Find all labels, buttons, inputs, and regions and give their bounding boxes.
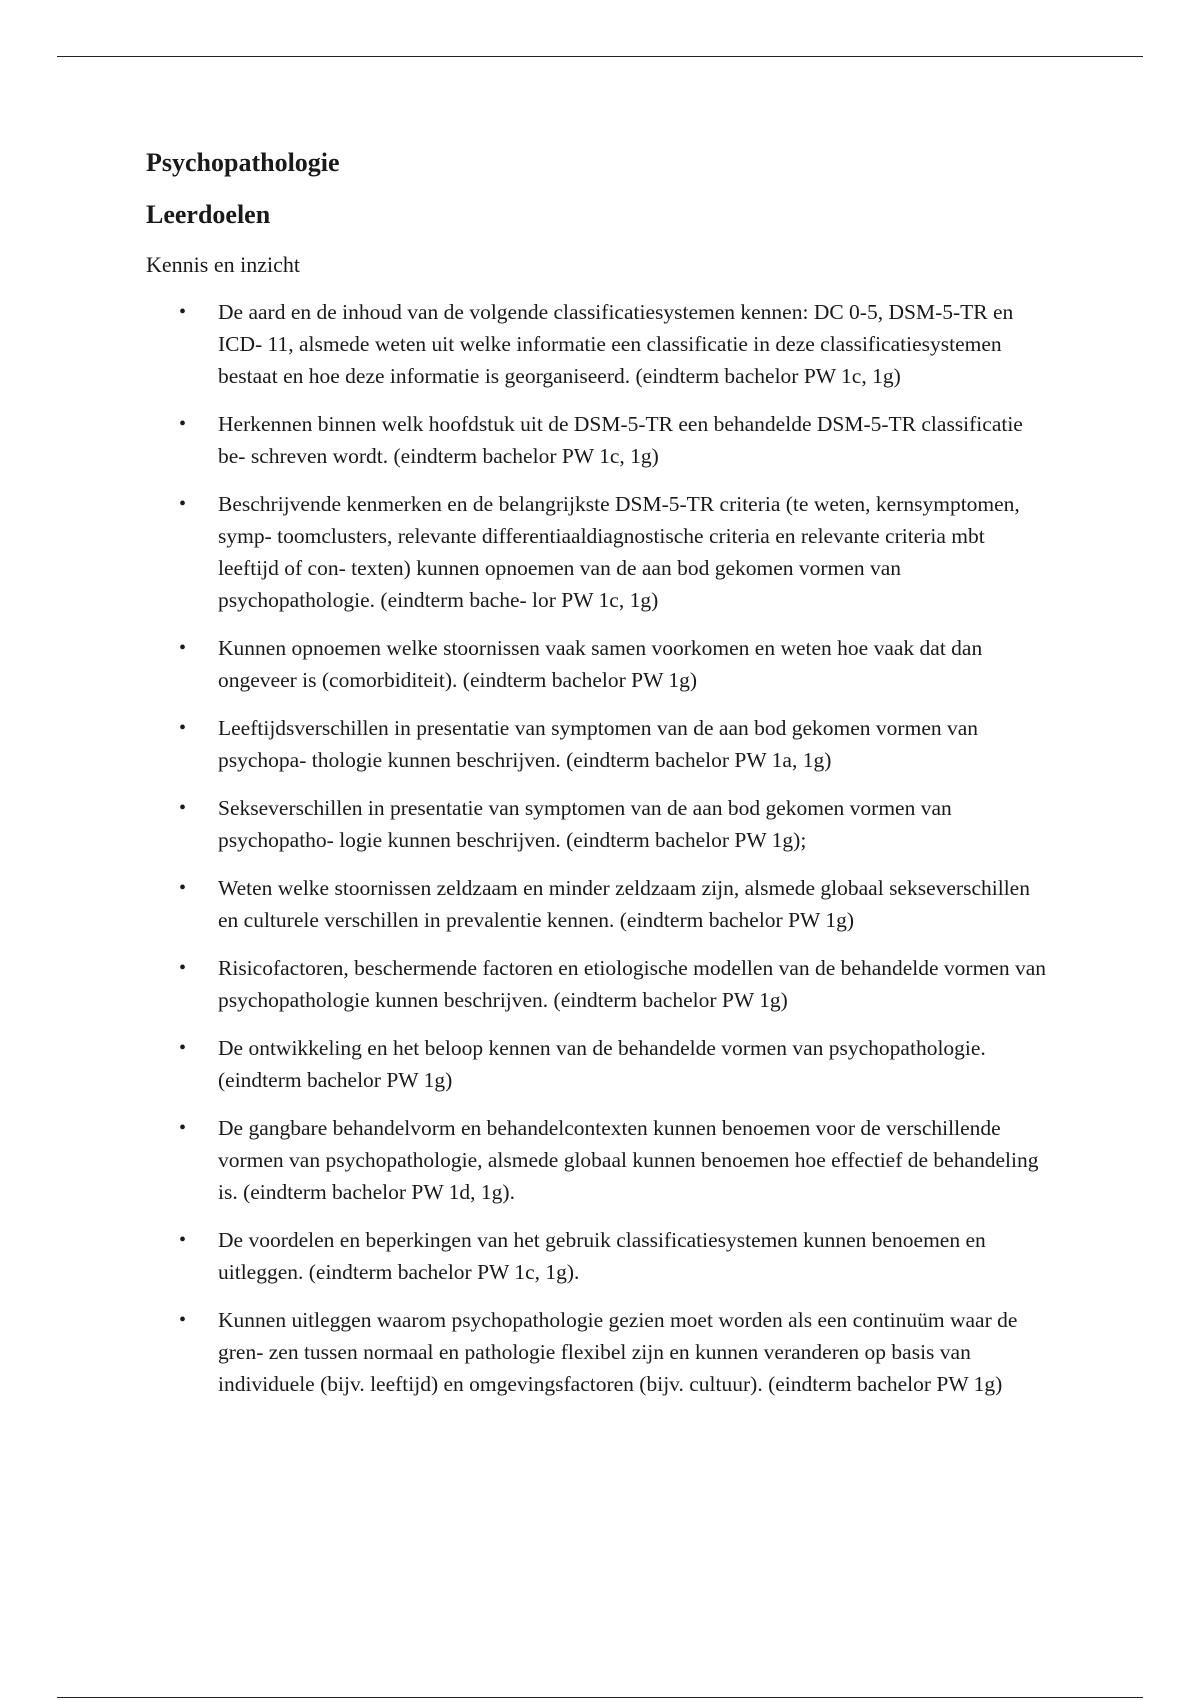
learning-goal-item (146, 792, 1066, 856)
document-title: Psychopathologie (146, 148, 340, 177)
bullet-icon: • (179, 493, 187, 515)
learning-goal-item (146, 872, 1066, 936)
learning-goal-item (146, 712, 1066, 776)
top-rule (57, 56, 1143, 57)
bullet-icon: • (179, 717, 187, 739)
bullet-icon: • (179, 637, 187, 659)
bullet-icon: • (179, 301, 187, 323)
learning-goal-item (146, 296, 1066, 392)
learning-goal-item (146, 1304, 1066, 1400)
section-heading-leerdoelen: Leerdoelen (146, 200, 271, 229)
learning-goal-text: De gangbare behandelvorm en behandelcontexten kunnen benoemen voor de verschillende vormen van psychopathologie, alsmede globaal kunnen benoemen hoe effectief de behandeling is. (eindterm bachelor PW 1d, 1g). (218, 1116, 1039, 1204)
learning-goal-item (146, 1112, 1066, 1208)
learning-goal-text: Sekseverschillen in presentatie van symptomen van de aan bod gekomen vormen van psychopatho- logie kunnen beschrijven. (eindterm bachelor PW 1g); (218, 796, 952, 852)
learning-goal-text: Risicofactoren, beschermende factoren en etiologische modellen van de behandelde vormen van psychopathologie kunnen beschrijven. (eindterm bachelor PW 1g) (218, 956, 1047, 1012)
learning-goal-item (146, 408, 1066, 472)
learning-goal-item (146, 1032, 1066, 1096)
learning-goal-text: Kunnen uitleggen waarom psychopathologie gezien moet worden als een continuüm waar de gren- zen tussen normaal en pathologie flexibel zijn en kunnen veranderen op basis van individuele (bijv. leeftijd) en omgevingsfactoren (bijv. cultuur). (eindterm bachelor PW 1g) (218, 1308, 1018, 1396)
bullet-icon: • (179, 1037, 187, 1059)
learning-goal-item (146, 632, 1066, 696)
bullet-icon: • (179, 413, 187, 435)
learning-goal-item (146, 952, 1066, 1016)
bullet-icon: • (179, 1229, 187, 1251)
learning-goal-text: De aard en de inhoud van de volgende classificatiesystemen kennen: DC 0-5, DSM-5-TR en ICD- 11, alsmede weten uit welke informatie een classificatie in deze classificatiesystemen bestaat en hoe deze informatie is georganiseerd. (eindterm bachelor PW 1c, 1g) (218, 300, 1014, 388)
document-body (146, 146, 1066, 1416)
bullet-icon: • (179, 1117, 187, 1139)
learning-goal-text: De voordelen en beperkingen van het gebruik classificatiesystemen kunnen benoemen en uitleggen. (eindterm bachelor PW 1c, 1g). (218, 1228, 986, 1284)
learning-goal-text: Beschrijvende kenmerken en de belangrijkste DSM-5-TR criteria (te weten, kernsymptomen, symp- toomclusters, relevante differentiaaldiagnostische criteria en relevante criteria mbt leeftijd of con- texten) kunnen opnoemen van de aan bod gekomen vormen van psychopathologie. (eindterm bache- lor PW 1c, 1g) (218, 492, 1020, 612)
learning-goals-list (146, 296, 1066, 1400)
learning-goal-text: Leeftijdsverschillen in presentatie van symptomen van de aan bod gekomen vormen van psychopa- thologie kunnen beschrijven. (eindterm bachelor PW 1a, 1g) (218, 716, 979, 772)
bullet-icon: • (179, 957, 187, 979)
learning-goal-text: Kunnen opnoemen welke stoornissen vaak samen voorkomen en weten hoe vaak dat dan ongeveer is (comorbiditeit). (eindterm bachelor PW 1g) (218, 636, 983, 692)
bullet-icon: • (179, 1309, 187, 1331)
learning-goal-text: De ontwikkeling en het beloop kennen van de behandelde vormen van psychopathologie. (eindterm bachelor PW 1g) (218, 1036, 986, 1092)
bullet-icon: • (179, 797, 187, 819)
bullet-icon: • (179, 877, 187, 899)
learning-goal-text: Weten welke stoornissen zeldzaam en minder zeldzaam zijn, alsmede globaal sekseverschillen en culturele verschillen in prevalentie kennen. (eindterm bachelor PW 1g) (218, 876, 1030, 932)
subsection-label: Kennis en inzicht (146, 252, 300, 277)
bottom-rule (57, 1697, 1143, 1698)
learning-goal-text: Herkennen binnen welk hoofdstuk uit de DSM-5-TR een behandelde DSM-5-TR classificatie be- schreven wordt. (eindterm bachelor PW 1c, 1g) (218, 412, 1023, 468)
learning-goal-item (146, 488, 1066, 616)
learning-goal-item (146, 1224, 1066, 1288)
